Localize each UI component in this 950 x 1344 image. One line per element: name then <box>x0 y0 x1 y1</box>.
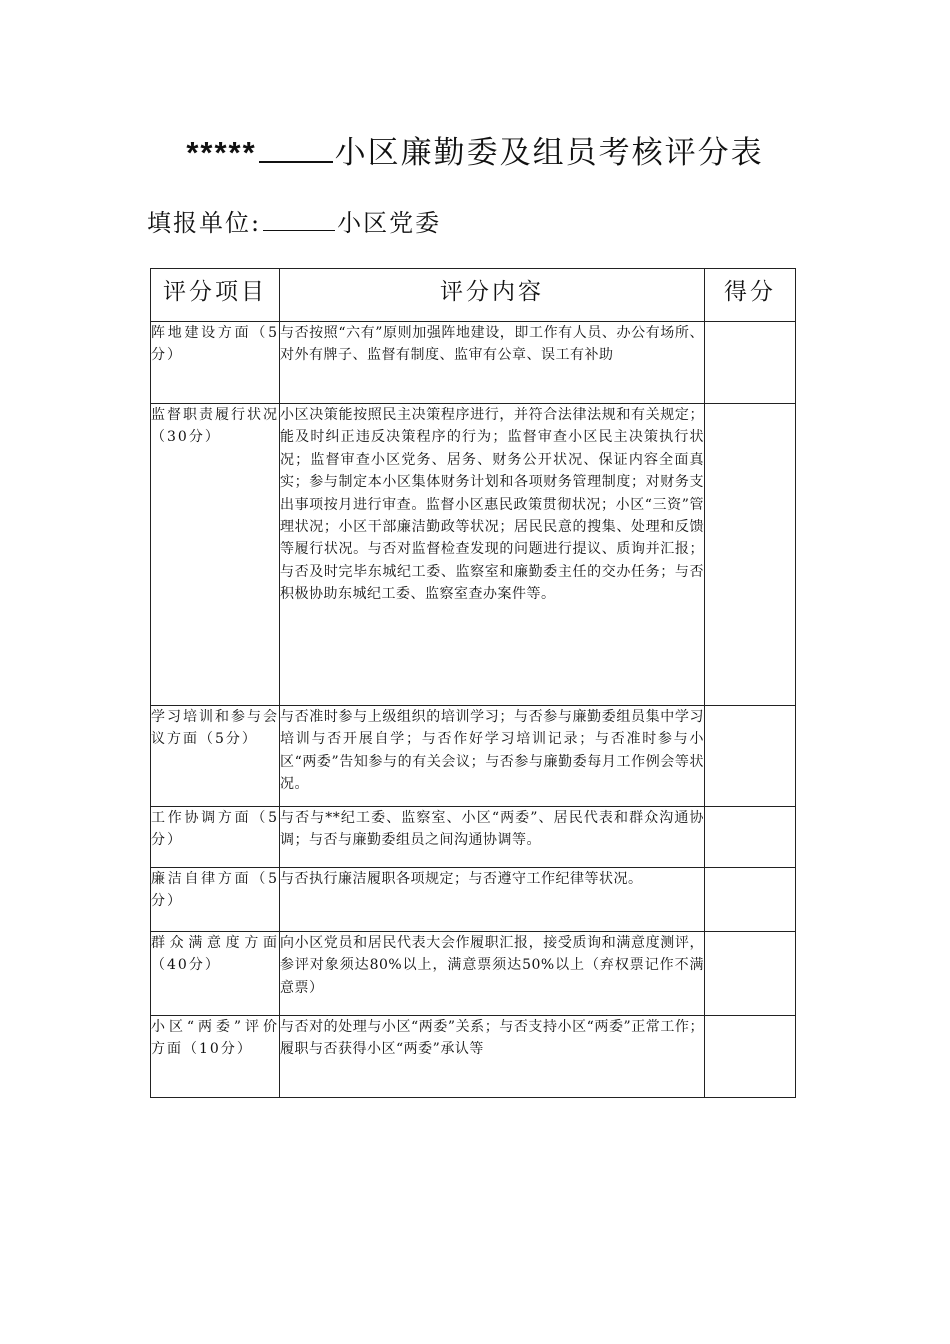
row-score-cell[interactable] <box>705 404 796 706</box>
document-title <box>0 133 950 173</box>
row-item: 小区“两委”评价方面（10分） <box>151 1016 280 1098</box>
row-score-cell[interactable] <box>705 322 796 404</box>
row-score-cell[interactable] <box>705 932 796 1016</box>
row-score-cell[interactable] <box>705 807 796 868</box>
table-row <box>151 807 796 868</box>
table-row <box>151 404 796 706</box>
title-text: 小区廉勤委及组员考核评分表 <box>334 135 764 171</box>
row-score-cell[interactable] <box>705 706 796 807</box>
header-item: 评分项目 <box>151 269 280 322</box>
row-item: 学习培训和参与会议方面（5分） <box>151 706 280 807</box>
table-row <box>151 932 796 1016</box>
row-content: 向小区党员和居民代表大会作履职汇报，接受质询和满意度测评，参评对象须达80%以上，满意票须达50%以上（弃权票记作不满意票） <box>280 932 705 1016</box>
unit-blank-line <box>263 210 335 231</box>
row-score-cell[interactable] <box>705 868 796 932</box>
row-score-cell[interactable] <box>705 1016 796 1098</box>
unit-label: 填报单位: <box>147 209 262 237</box>
row-item: 群众满意度方面（40分） <box>151 932 280 1016</box>
unit-suffix: 小区党委 <box>337 209 442 237</box>
row-content: 与否对的处理与小区“两委”关系；与否支持小区“两委”正常工作；履职与否获得小区“两委”承认等 <box>280 1016 705 1098</box>
table-row <box>151 322 796 404</box>
row-item: 廉洁自律方面（5分） <box>151 868 280 932</box>
row-content: 与否准时参与上级组织的培训学习；与否参与廉勤委组员集中学习培训与否开展自学；与否作好学习培训记录；与否准时参与小区“两委”告知参与的有关会议；与否参与廉勤委每月工作例会等状况。 <box>280 706 705 807</box>
table-row <box>151 1016 796 1098</box>
table-row <box>151 868 796 932</box>
header-score: 得分 <box>705 269 796 322</box>
title-blank-line <box>259 133 333 163</box>
table-row <box>151 706 796 807</box>
scoring-table <box>150 268 796 1098</box>
row-item: 工作协调方面（5分） <box>151 807 280 868</box>
title-stars: ***** <box>186 135 257 170</box>
row-content: 与否执行廉洁履职各项规定；与否遵守工作纪律等状况。 <box>280 868 705 932</box>
header-content: 评分内容 <box>280 269 705 322</box>
row-content: 小区决策能按照民主决策程序进行，并符合法律法规和有关规定；能及时纠正违反决策程序的行为；监督审查小区民主决策执行状况；监督审查小区党务、居务、财务公开状况、保证内容全面真实；参与制定本小区集体财务计划和各项财务管理制度；对财务支出事项按月进行审查。监督小区惠民政策贯彻状况；小区“三资”管理状况；小区干部廉洁勤政等状况；居民民意的搜集、处理和反馈等履行状况。与否对监督检查发现的问题进行提议、质询并汇报；与否及时完毕东城纪工委、监察室和廉勤委主任的交办任务；与否积极协助东城纪工委、监察室查办案件等。 <box>280 404 705 706</box>
row-content: 与否与**纪工委、监察室、小区“两委”、居民代表和群众沟通协调；与否与廉勤委组员之间沟通协调等。 <box>280 807 705 868</box>
reporting-unit <box>147 207 441 239</box>
row-content: 与否按照“六有”原则加强阵地建设，即工作有人员、办公有场所、对外有牌子、监督有制度、监审有公章、误工有补助 <box>280 322 705 404</box>
row-item: 监督职责履行状况（30分） <box>151 404 280 706</box>
table-header-row <box>151 269 796 322</box>
row-item: 阵地建设方面（5分） <box>151 322 280 404</box>
